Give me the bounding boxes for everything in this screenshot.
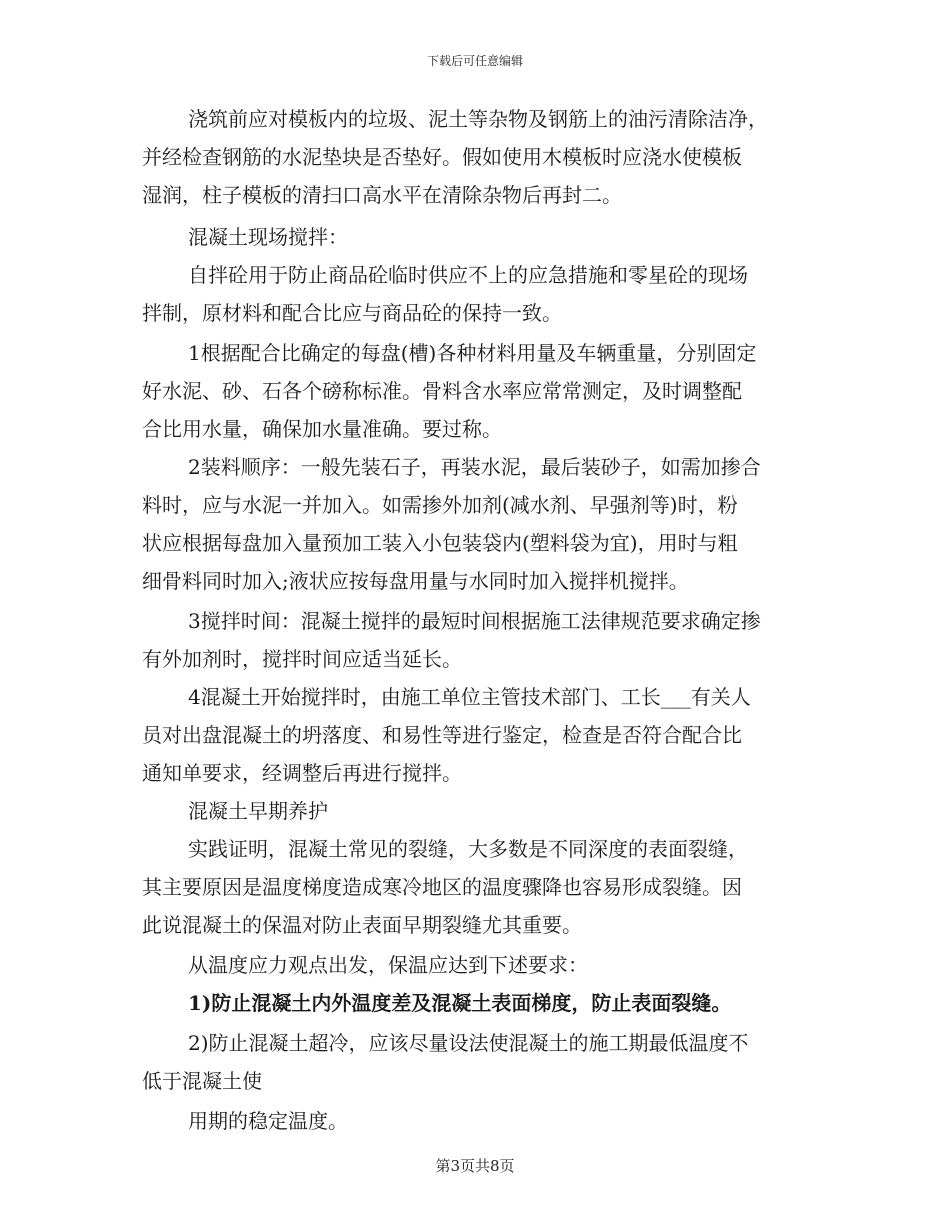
paragraph-line: 员对出盘混凝土的坍落度、和易性等进行鉴定，检查是否符合配合比	[142, 723, 742, 747]
paragraph-line: 2装料顺序：一般先装石子，再装水泥，最后装砂子，如需加掺合	[188, 455, 761, 479]
paragraph-line: 2)防止混凝土超冷，应该尽量设法使混凝土的施工期最低温度不	[188, 1031, 749, 1055]
paragraph-line: 并经检查钢筋的水泥垫块是否垫好。假如使用木模板时应浇水使模板	[142, 145, 742, 169]
paragraph-line: 细骨料同时加入;液状应按每盘用量与水同时加入搅拌机搅拌。	[142, 569, 689, 593]
paragraph-line: 状应根据每盘加入量预加工装入小包装袋内(塑料袋为宜)，用时与粗	[142, 531, 738, 555]
paragraph-line: 自拌砼用于防止商品砼临时供应不上的应急措施和零星砼的现场	[188, 263, 748, 287]
paragraph-line: 3搅拌时间：混凝土搅拌的最短时间根据施工法律规范要求确定掺	[188, 609, 761, 633]
paragraph-line: 此说混凝土的保温对防止表面早期裂缝尤其重要。	[142, 913, 582, 937]
paragraph-line: 有外加剂时，搅拌时间应适当延长。	[142, 647, 462, 671]
page-number: 第3页共8页	[435, 1157, 515, 1175]
section-heading: 混凝土早期养护	[188, 799, 328, 823]
paragraph-line: 4混凝土开始搅拌时，由施工单位主管技术部门、工长___有关人	[188, 685, 751, 709]
paragraph-line: 用期的稳定温度。	[188, 1109, 348, 1133]
page-header: 下载后可任意编辑	[426, 54, 523, 68]
paragraph-line: 拌制，原材料和配合比应与商品砼的保持一致。	[142, 301, 562, 325]
paragraph-line: 浇筑前应对模板内的垃圾、泥土等杂物及钢筋上的油污清除洁净，	[188, 107, 768, 131]
paragraph-line: 通知单要求，经调整后再进行搅拌。	[142, 761, 462, 785]
paragraph-line: 实践证明，混凝土常见的裂缝，大多数是不同深度的表面裂缝，	[188, 837, 748, 861]
paragraph-line: 低于混凝土使	[142, 1069, 262, 1093]
paragraph-line: 从温度应力观点出发，保温应达到下述要求：	[188, 953, 588, 977]
section-heading: 混凝土现场搅拌：	[188, 225, 348, 249]
paragraph-line: 1根据配合比确定的每盘(槽)各种材料用量及车辆重量，分别固定	[188, 341, 757, 365]
paragraph-line: 好水泥、砂、石各个磅称标准。骨料含水率应常常测定，及时调整配	[142, 379, 742, 403]
paragraph-line: 合比用水量，确保加水量准确。要过称。	[142, 417, 502, 441]
paragraph-line: 其主要原因是温度梯度造成寒冷地区的温度骤降也容易形成裂缝。因	[142, 875, 742, 899]
bold-requirement: 1)防止混凝土内外温度差及混凝土表面梯度，防止表面裂缝。	[188, 991, 732, 1015]
paragraph-line: 湿润，柱子模板的清扫口高水平在清除杂物后再封二。	[142, 183, 622, 207]
paragraph-line: 料时，应与水泥一并加入。如需掺外加剂(减水剂、早强剂等)时，粉	[142, 493, 738, 517]
